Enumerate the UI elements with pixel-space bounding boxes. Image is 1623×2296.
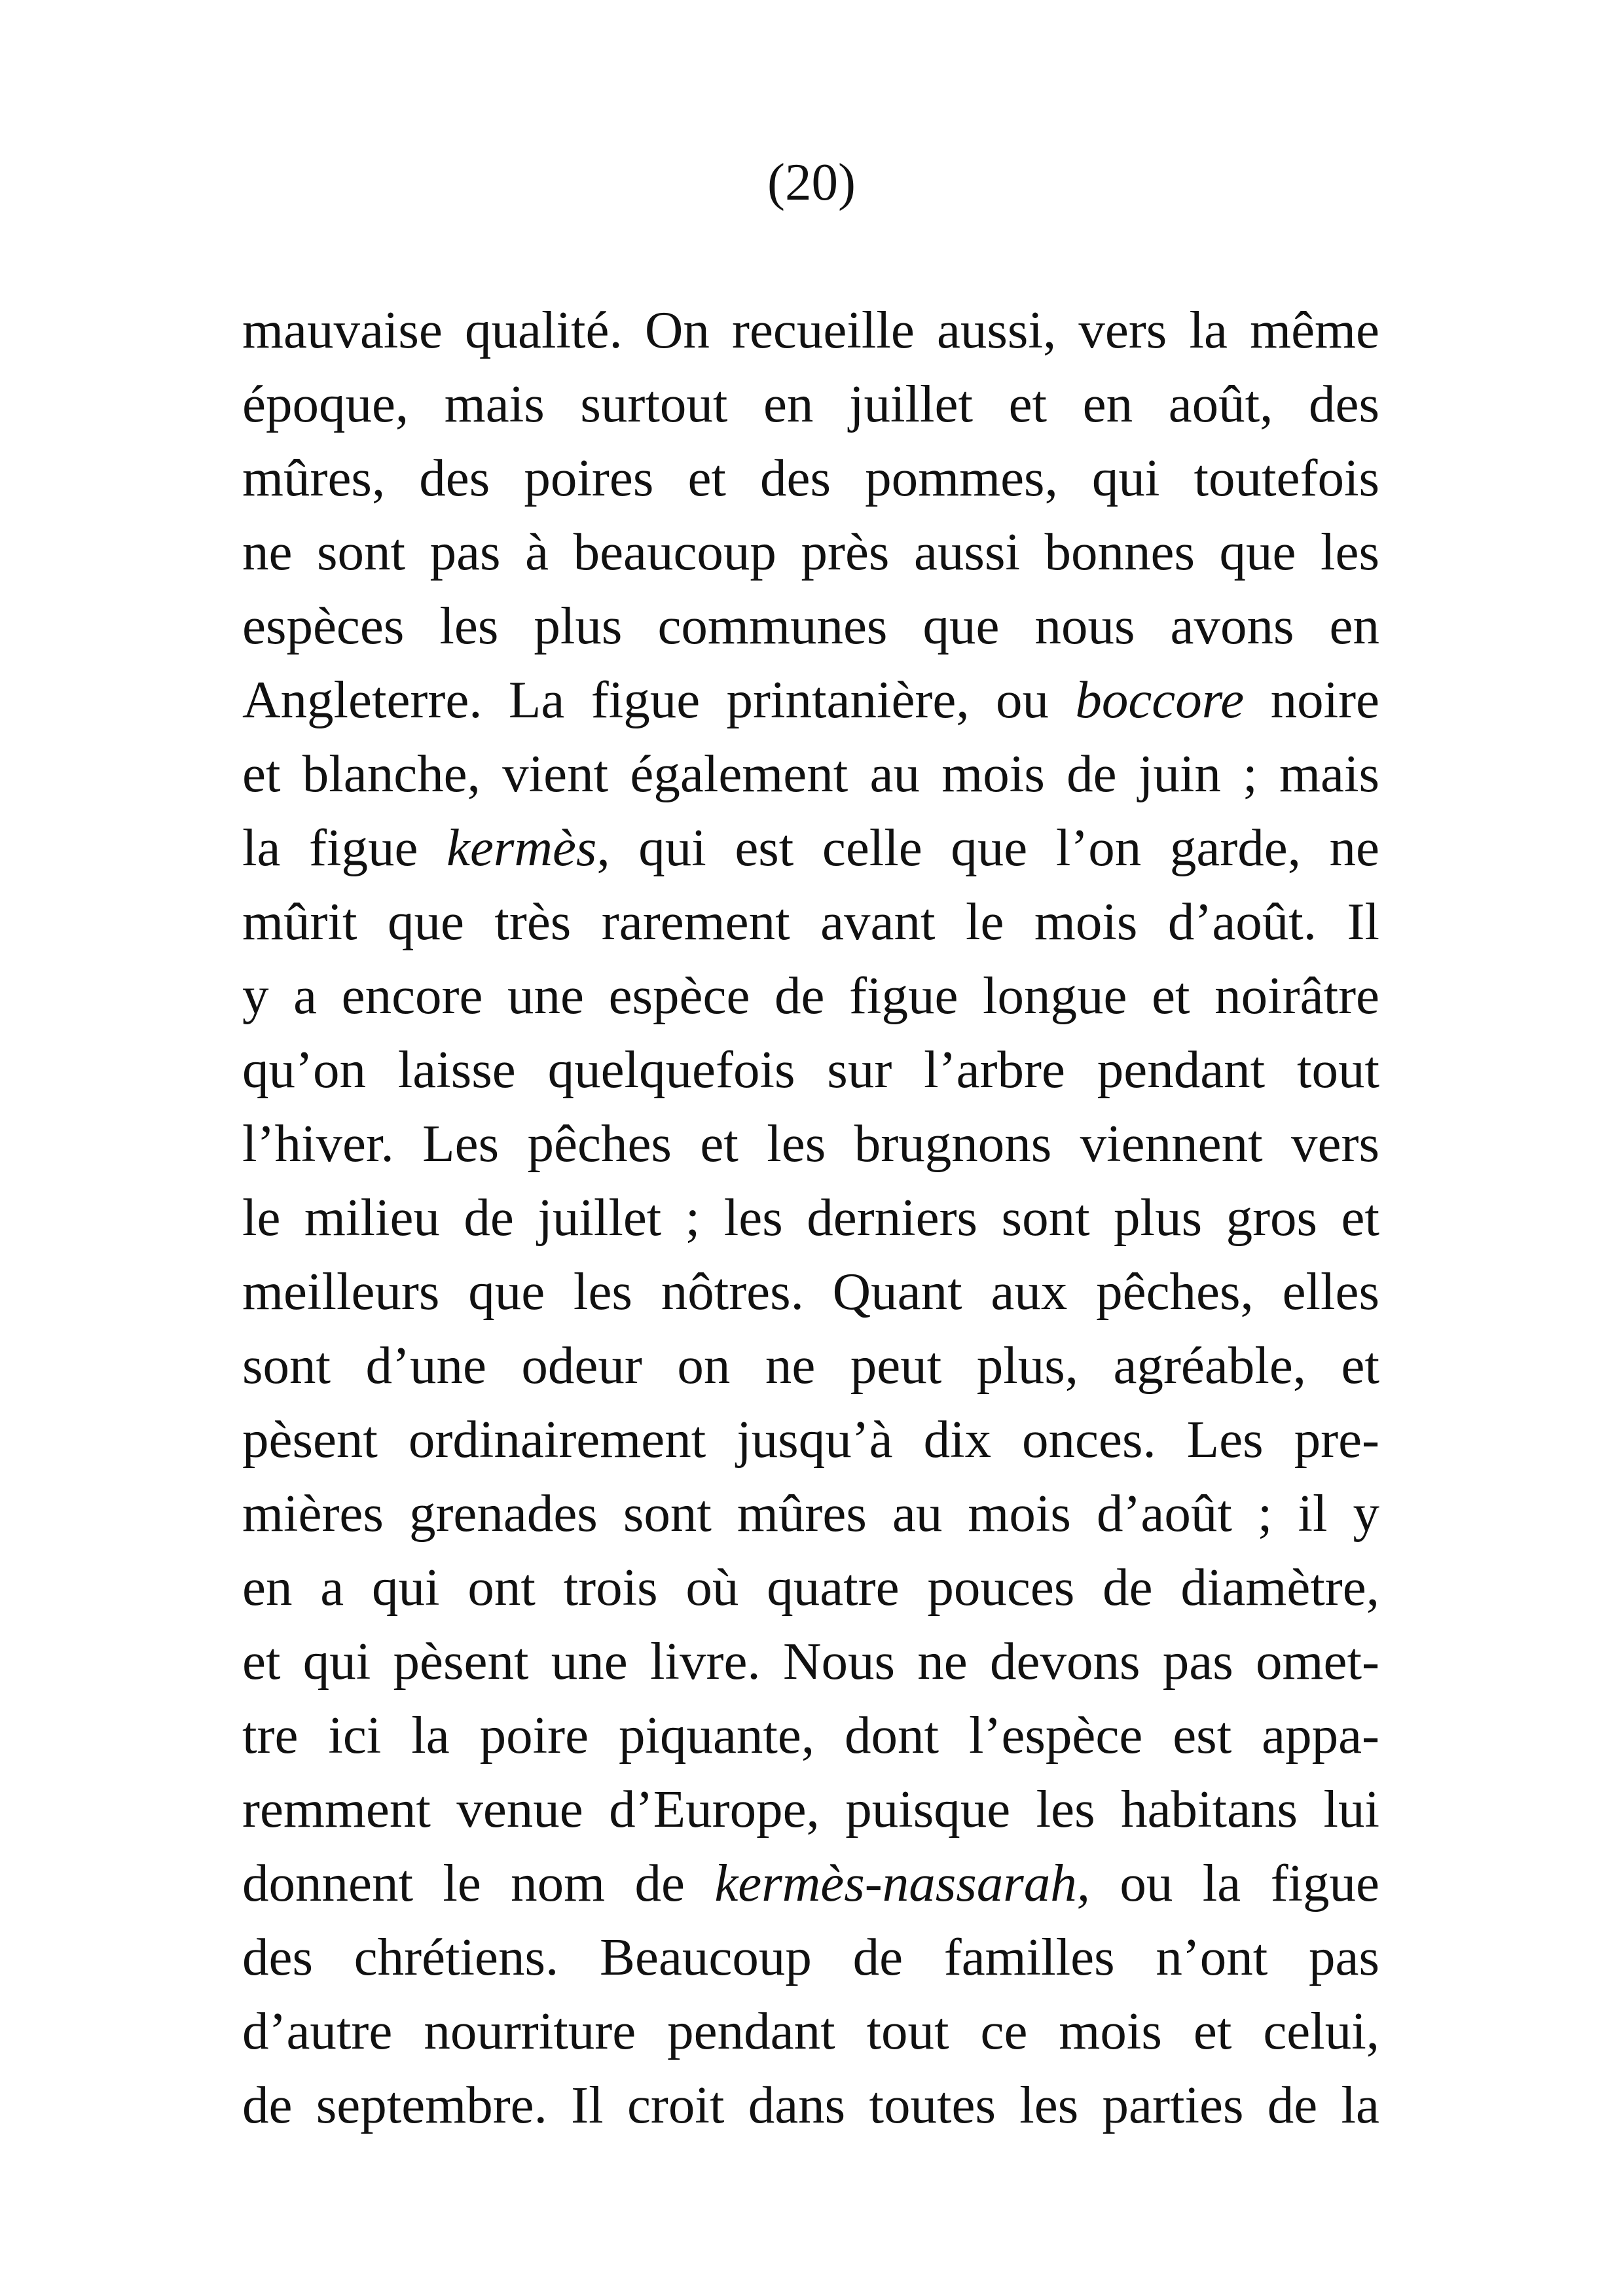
- page-number: (20): [767, 152, 856, 211]
- text-line: [242, 1329, 1379, 1403]
- text-segment: de septembre. Il croit dans toutes les parties de la: [242, 2075, 1379, 2134]
- text-line: [242, 663, 1379, 737]
- text-segment: et qui pèsent une livre. Nous ne devons pas omet-: [242, 1632, 1379, 1691]
- text-line: [242, 589, 1379, 663]
- text-segment: et blanche, vient également au mois de juin ; mais: [242, 744, 1379, 803]
- text-segment: y a encore une espèce de figue longue et noirâtre: [242, 966, 1379, 1025]
- italic-term: boccore: [1075, 670, 1245, 729]
- text-segment: , qui est celle que l’on garde, ne: [596, 818, 1380, 877]
- text-segment: remment venue d’Europe, puisque les habitans lui: [242, 1780, 1379, 1839]
- text-line: [242, 1403, 1379, 1477]
- italic-term: kermès: [447, 818, 597, 877]
- text-segment: qu’on laisse quelquefois sur l’arbre pendant tout: [242, 1040, 1379, 1099]
- text-segment: mûres, des poires et des pommes, qui toutefois: [242, 448, 1379, 507]
- text-segment: sont d’une odeur on ne peut plus, agréable, et: [242, 1336, 1379, 1395]
- text-line: [242, 515, 1379, 589]
- text-segment: ou la figue: [1090, 1854, 1379, 1912]
- text-segment: pèsent ordinairement jusqu’à dix onces. Les pre-: [242, 1410, 1379, 1469]
- text-line: [242, 1477, 1379, 1551]
- text-line: [242, 367, 1379, 441]
- text-segment: le milieu de juillet ; les derniers sont plus gros et: [242, 1188, 1379, 1247]
- text-line: [242, 1107, 1379, 1181]
- text-line: [242, 1772, 1379, 1846]
- text-segment: noire: [1244, 670, 1379, 729]
- text-line: [242, 1033, 1379, 1107]
- text-line: [242, 293, 1379, 367]
- text-segment: l’hiver. Les pêches et les brugnons viennent vers: [242, 1114, 1379, 1173]
- text-segment: meilleurs que les nôtres. Quant aux pêches, elles: [242, 1262, 1379, 1321]
- italic-term: kermès-nassarah,: [714, 1854, 1091, 1912]
- text-line: [242, 1994, 1379, 2068]
- text-line: [242, 959, 1379, 1033]
- text-segment: en a qui ont trois où quatre pouces de diamètre,: [242, 1558, 1379, 1617]
- text-segment: des chrétiens. Beaucoup de familles n’ont pas: [242, 1928, 1379, 1986]
- text-line: [242, 1255, 1379, 1329]
- text-segment: la figue: [242, 818, 447, 877]
- text-segment: ne sont pas à beaucoup près aussi bonnes que les: [242, 522, 1379, 581]
- text-line: [242, 885, 1379, 959]
- text-segment: mières grenades sont mûres au mois d’août ; il y: [242, 1484, 1379, 1543]
- text-segment: mûrit que très rarement avant le mois d’août. Il: [242, 892, 1379, 951]
- text-segment: Angleterre. La figue printanière, ou: [242, 670, 1076, 729]
- text-line: [242, 737, 1379, 811]
- text-line: [242, 441, 1379, 515]
- text-line: [242, 811, 1379, 885]
- text-line: [242, 1846, 1379, 1920]
- text-segment: donnent le nom de: [242, 1854, 715, 1912]
- text-line: [242, 1551, 1379, 1624]
- text-line: [242, 1624, 1379, 1698]
- text-line: [242, 1698, 1379, 1772]
- text-line: [242, 1181, 1379, 1255]
- text-segment: tre ici la poire piquante, dont l’espèce est appa-: [242, 1706, 1379, 1765]
- text-line: [242, 1920, 1379, 1994]
- text-segment: d’autre nourriture pendant tout ce mois et celui,: [242, 2001, 1379, 2060]
- text-segment: espèces les plus communes que nous avons en: [242, 596, 1379, 655]
- text-segment: mauvaise qualité. On recueille aussi, vers la même: [242, 300, 1379, 359]
- text-segment: époque, mais surtout en juillet et en août, des: [242, 374, 1379, 433]
- body-text: [242, 293, 1379, 2142]
- text-line: [242, 2068, 1379, 2142]
